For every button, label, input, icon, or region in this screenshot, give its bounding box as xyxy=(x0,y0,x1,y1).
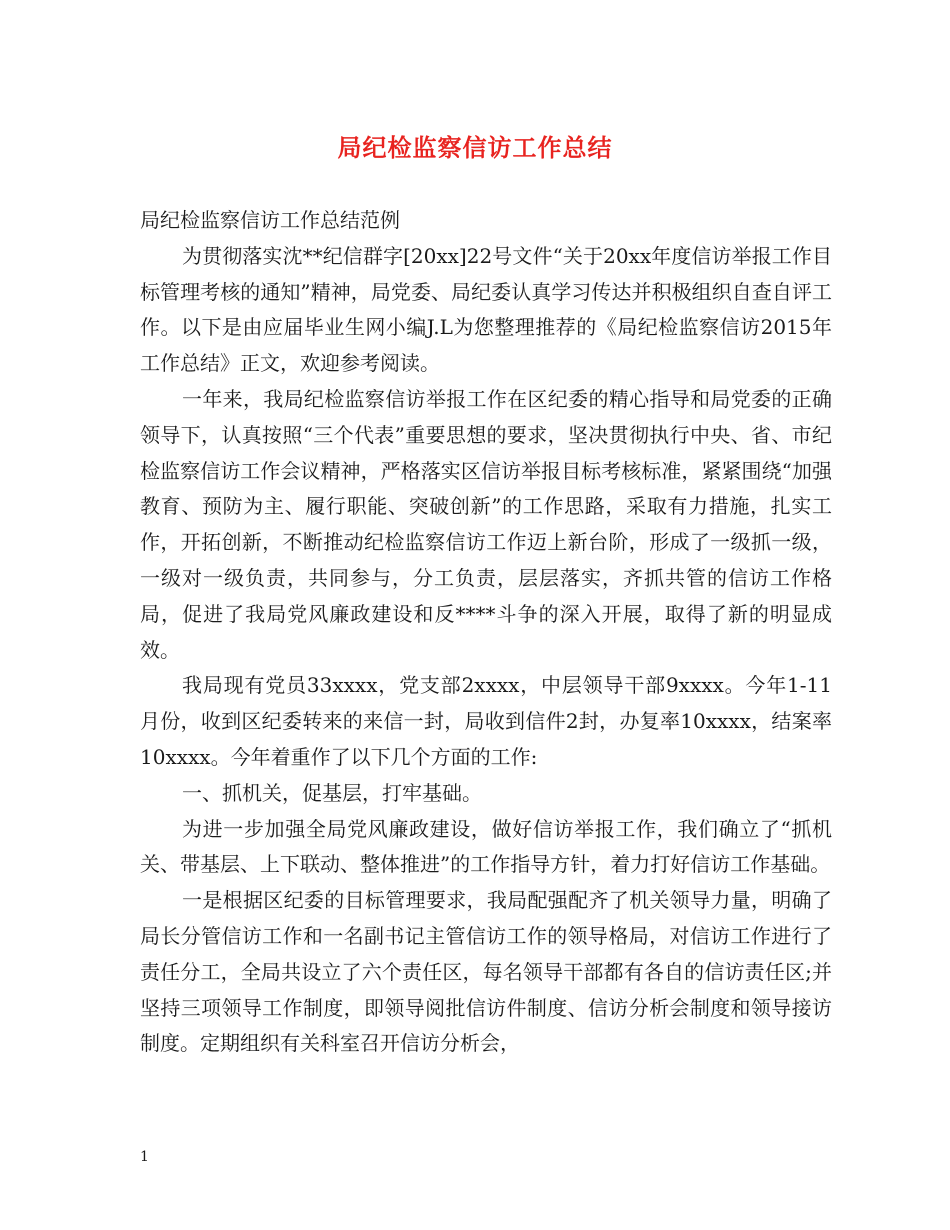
paragraph-intro: 为贯彻落实沈**纪信群字[20xx]22号文件“关于20xx年度信访举报工作目标管理考核的通知”精神，局党委、局纪委认真学习传达并积极组织自查自评工作。以下是由应届毕业生网小编J.L为您整理推荐的《局纪检监察信访2015年工作总结》正文，欢迎参考阅读。 xyxy=(140,243,832,376)
page-number: 1 xyxy=(140,1149,149,1165)
document-title: 局纪检监察信访工作总结 xyxy=(337,134,613,162)
paragraph-section-1-point-1: 一是根据区纪委的目标管理要求，我局配强配齐了机关领导力量，明确了局长分管信访工作和一名副书记主管信访工作的领导格局，对信访工作进行了责任分工，全局共设立了六个责任区，每名领导干部都有各自的信访责任区;并坚持三项领导工作制度，即领导阅批信访件制度、信访分析会制度和领导接访制度。定期组织有关科室召开信访分析会， xyxy=(140,888,832,1056)
paragraph-statistics: 我局现有党员33xxxx，党支部2xxxx，中层领导干部9xxxx。今年1-11月份，收到区纪委转来的来信一封，局收到信件2封，办复率10xxxx，结案率10xxxx。今年着重作了以下几个方面的工作: xyxy=(140,673,832,769)
paragraph-section-1-intro: 为进一步加强全局党风廉政建设，做好信访举报工作，我们确立了“抓机关、带基层、上下联动、整体推进”的工作指导方针，着力打好信访工作基础。 xyxy=(140,816,832,877)
document-body xyxy=(140,203,832,1062)
paragraph-overview: 一年来，我局纪检监察信访举报工作在区纪委的精心指导和局党委的正确领导下，认真按照“三个代表”重要思想的要求，坚决贯彻执行中央、省、市纪检监察信访工作会议精神，严格落实区信访举报目标考核标准，紧紧围绕“加强教育、预防为主、履行职能、突破创新”的工作思路，采取有力措施，扎实工作，开拓创新，不断推动纪检监察信访工作迈上新台阶，形成了一级抓一级，一级对一级负责，共同参与，分工负责，层层落实，齐抓共管的信访工作格局，促进了我局党风廉政建设和反****斗争的深入开展，取得了新的明显成效。 xyxy=(140,386,832,662)
section-heading-1: 一、抓机关，促基层，打牢基础。 xyxy=(182,780,482,805)
document-subtitle: 局纪检监察信访工作总结范例 xyxy=(140,208,400,232)
